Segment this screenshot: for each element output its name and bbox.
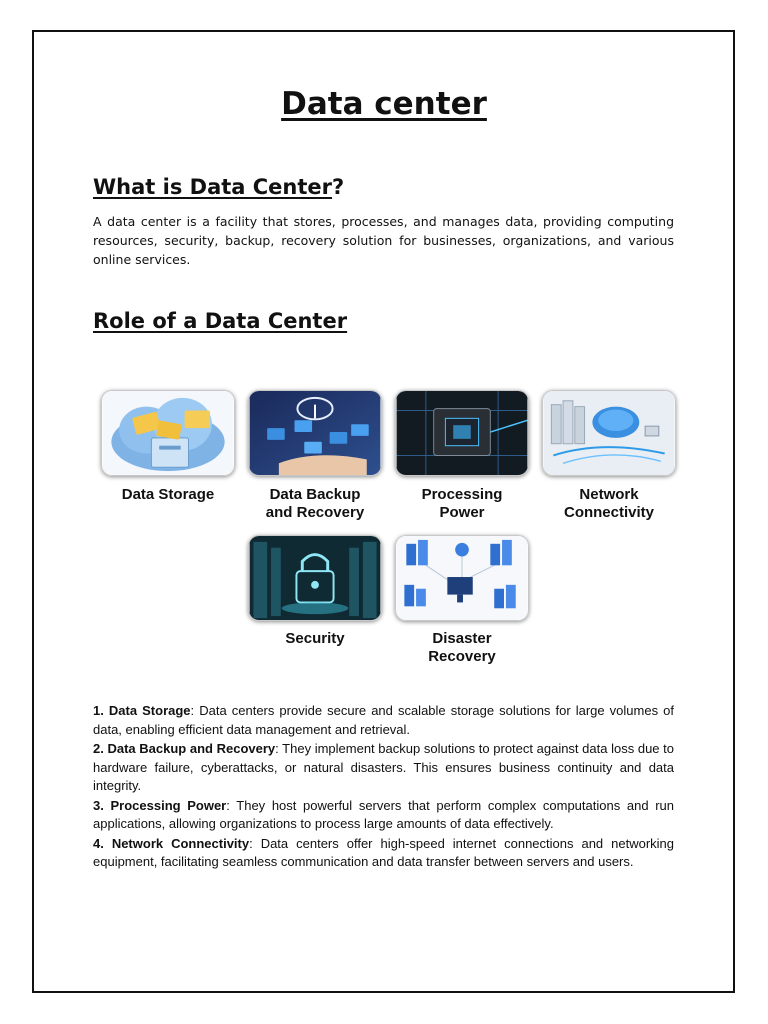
section-heading-role	[93, 309, 347, 333]
caption-line: Processing	[421, 486, 503, 503]
document-title: Data center	[281, 86, 487, 122]
list-item-label: 2. Data Backup and Recovery	[93, 741, 276, 756]
processor-chip-icon	[396, 391, 528, 475]
padlock-icon	[249, 536, 381, 620]
heading-suffix: ?	[332, 175, 345, 199]
section-heading-what-is	[93, 175, 344, 199]
caption-line: Data Storage	[121, 486, 215, 503]
caption-data-storage	[88, 486, 248, 504]
cloud-folders-icon	[102, 391, 234, 475]
processing-power-image	[395, 390, 529, 476]
caption-line: and Recovery	[265, 504, 365, 521]
caption-line: Recovery	[428, 648, 496, 665]
list-item-label: 1. Data Storage	[93, 703, 191, 718]
list-item	[93, 702, 674, 739]
caption-data-backup	[235, 486, 395, 522]
list-item-text: They implement backup solutions to protect against data loss due to hardware failure, cyberattacks, or natural disasters. This ensures business continuity and data integrity.	[93, 741, 675, 793]
heading-text: Role of a Data Center	[93, 309, 348, 333]
list-item-separator: :	[275, 741, 279, 756]
heading-text: What is Data Center	[93, 175, 333, 199]
network-cloud-icon	[543, 391, 675, 475]
caption-security	[235, 630, 395, 648]
list-item-separator: :	[249, 835, 253, 851]
disaster-recovery-image	[395, 535, 529, 621]
caption-line: Network	[579, 486, 639, 503]
network-connectivity-image	[542, 390, 676, 476]
caption-processing-power	[382, 486, 542, 522]
data-storage-image	[101, 390, 235, 476]
caption-line: Data Backup	[269, 486, 361, 503]
list-item-label: 4. Network Connectivity	[93, 835, 250, 851]
list-item-label: 3. Processing Power	[93, 797, 227, 813]
caption-line: Power	[439, 504, 485, 521]
caption-disaster-recovery	[382, 630, 542, 666]
role-description-list	[93, 702, 674, 873]
cloud-backup-icon	[249, 391, 381, 475]
data-backup-image	[248, 390, 382, 476]
list-item	[93, 740, 674, 796]
caption-line: Connectivity	[563, 504, 654, 521]
caption-network-connectivity	[529, 486, 689, 522]
list-item-text: Data centers provide secure and scalable storage solutions for large volumes of data, enabling efficient data management and retrieval.	[93, 703, 674, 737]
list-item-separator: :	[190, 703, 195, 718]
list-item-separator: :	[226, 797, 230, 813]
caption-line: Disaster	[432, 630, 492, 647]
caption-line: Security	[285, 630, 345, 647]
list-item	[93, 797, 674, 834]
list-item-text: They host powerful servers that perform complex computations and run applications, allowing organizations to process large amounts of data effectively.	[93, 797, 674, 831]
list-item-text: Data centers offer high-speed internet connections and networking equipment, facilitating seamless communication and data transfer between servers and users.	[93, 835, 674, 869]
list-item	[93, 835, 674, 872]
server-recovery-icon	[396, 536, 528, 620]
intro-paragraph: A data center is a facility that stores, processes, and manages data, providing computing resources, security, backup, recovery solution for businesses, organizations, and various online services.	[93, 214, 674, 267]
security-image	[248, 535, 382, 621]
